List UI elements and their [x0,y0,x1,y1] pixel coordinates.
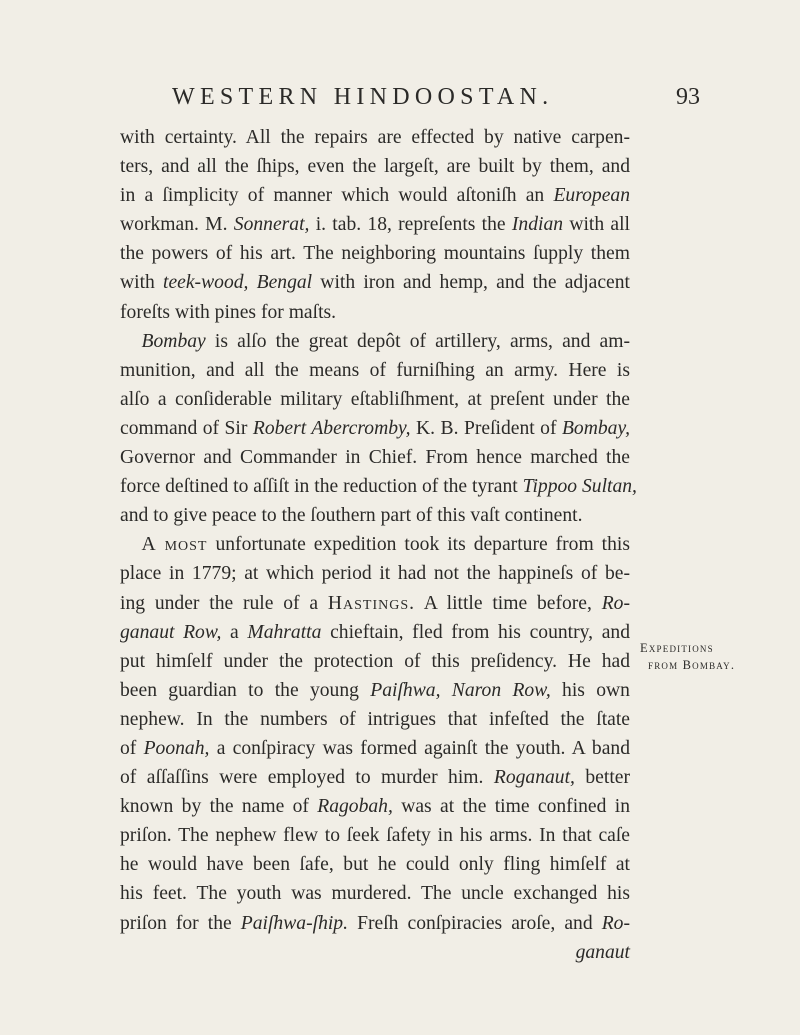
page-number: 93 [676,84,700,110]
text-line: nephew. In the numbers of intrigues that infeſted the ſtate [120,708,630,730]
text-line: ters, and all the ſhips, even the largeſt, are built by them, and [120,156,630,178]
text-line: he would have been ſafe, but he could only fling himſelf at [120,854,630,876]
catchword: ganaut [575,941,630,963]
text-line: Governor and Commander in Chief. From hence marched the [120,447,630,469]
text-line: been guardian to the young Paiſhwa, Naron Row, his own [120,679,630,701]
text-line: of aſſaſſins were employed to murder him. Roganaut, better [120,767,630,789]
text-line: and to give peace to the ſouthern part of this vaſt continent. [120,505,583,527]
text-line: Bombay is alſo the great depôt of artillery, arms, and am- [141,330,630,352]
text-line: priſon. The nephew flew to ſeek ſafety in his arms. In that caſe [120,825,630,847]
running-head [120,84,800,114]
text-line: of Poonah, a conſpiracy was formed againſt the youth. A band [120,737,630,759]
body-text [120,123,637,967]
text-line: munition, and all the means of furniſhing an army. Here is [120,359,630,381]
text-line: A most unfortunate expedition took its departure from this [141,534,630,556]
text-line: with teek-wood, Bengal with iron and hemp, and the adjacent [120,272,630,294]
text-line: alſo a conſiderable military eſtabliſhment, at preſent under the [120,388,630,410]
text-line: force deſtined to aſſiſt in the reduction of the tyrant Tippoo Sultan, [120,476,637,498]
text-line: in a ſimplicity of manner which would aſtoniſh an European [120,185,630,207]
marginal-note-line: Expeditions [640,641,714,655]
running-title: WESTERN HINDOOSTAN. [172,84,554,110]
text-line: the powers of his art. The neighboring mountains ſupply them [120,243,630,265]
text-line: foreſts with pines for maſts. [120,301,337,323]
marginal-note [640,640,735,674]
text-line: his feet. The youth was murdered. The uncle exchanged his [120,883,630,905]
text-line: priſon for the Paiſhwa-ſhip. Freſh conſpiracies aroſe, and Ro- [120,912,630,934]
marginal-note-line: from Bombay. [648,658,736,672]
text-line: with certainty. All the repairs are effected by native carpen- [120,127,630,148]
text-line: place in 1779; at which period it had not the happineſs of be- [120,563,630,585]
text-line: known by the name of Ragobah, was at the time confined in [120,796,630,818]
text-line: ing under the rule of a Hastings. A little time before, Ro- [120,592,631,614]
text-line: put himſelf under the protection of this preſidency. He had [120,650,630,672]
text-line: workman. M. Sonnerat, i. tab. 18, repreſents the Indian with all [120,214,630,236]
text-line: command of Sir Robert Abercromby, K. B. Preſident of Bombay, [120,417,630,439]
text-line: ganaut Row, a Mahratta chieftain, fled from his country, and [120,621,630,643]
